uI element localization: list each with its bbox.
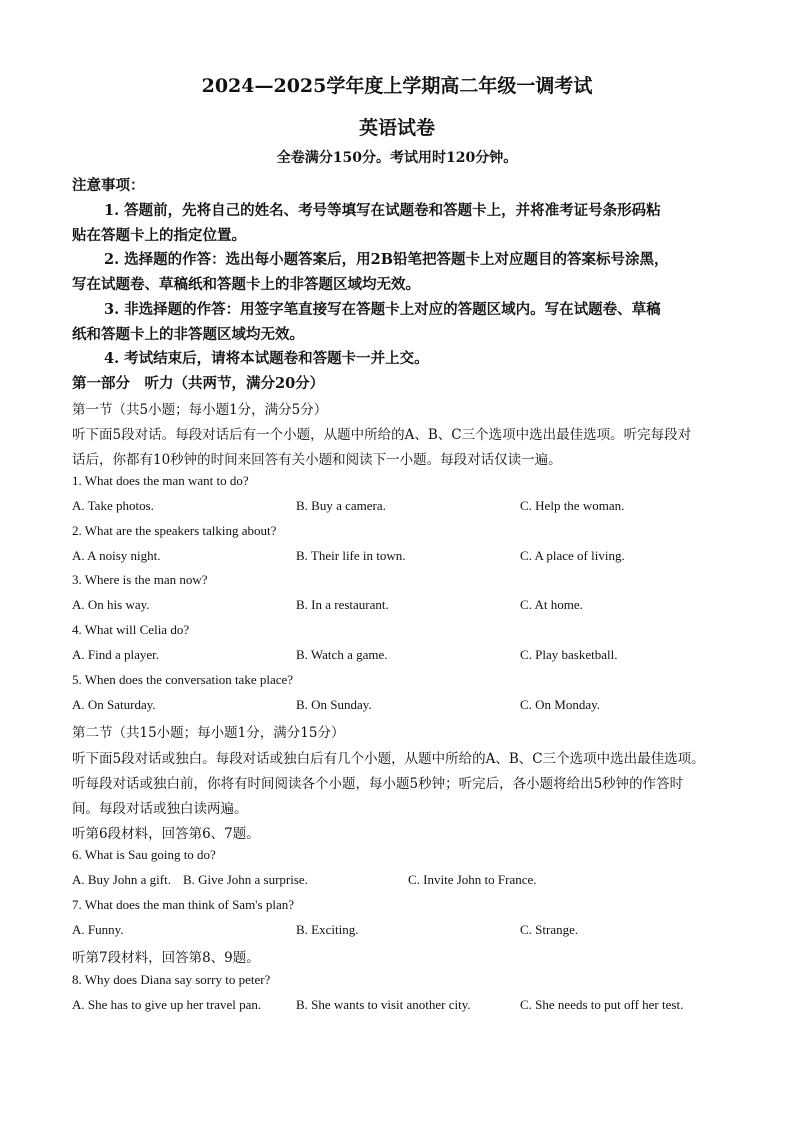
question-4: 4. What will Celia do? bbox=[72, 622, 190, 637]
q4-option-a: A. Find a player. bbox=[72, 647, 160, 662]
question-8: 8. Why does Diana say sorry to peter? bbox=[72, 972, 271, 987]
q3-option-a: A. On his way. bbox=[72, 597, 150, 612]
q4-option-c: C. Play basketball. bbox=[520, 647, 618, 662]
score-info: 全卷满分150分。考试用时120分钟。 bbox=[276, 150, 518, 166]
note-1-line-1: 1. 答题前，先将自己的姓名、考号等填写在试题卷和答题卡上，并将准考证号条形码粘 bbox=[104, 202, 661, 219]
q5-option-b: B. On Sunday. bbox=[296, 697, 372, 712]
section2-instruction-2: 听每段对话或独白前，你将有时间阅读各个小题，每小题5秒钟；听完后，各小题将给出5秒钟的作答时 bbox=[72, 776, 684, 792]
q1-option-c: C. Help the woman. bbox=[520, 498, 625, 513]
part1-heading: 第一部分 听力（共两节，满分20分） bbox=[72, 375, 325, 392]
q7-option-a: A. Funny. bbox=[72, 922, 124, 937]
note-2-line-2: 写在试题卷、草稿纸和答题卡上的非答题区域均无效。 bbox=[72, 276, 420, 293]
q3-option-b: B. In a restaurant. bbox=[296, 597, 389, 612]
note-1-line-2: 贴在答题卡上的指定位置。 bbox=[72, 227, 246, 244]
q3-option-c: C. At home. bbox=[520, 597, 583, 612]
exam-title: 2024—2025学年度上学期高二年级一调考试 bbox=[201, 75, 593, 97]
q8-option-b: B. She wants to visit another city. bbox=[296, 997, 471, 1012]
material-6-instruction: 听第6段材料，回答第6、7题。 bbox=[72, 826, 260, 842]
question-1: 1. What does the man want to do? bbox=[72, 473, 249, 488]
note-4: 4. 考试结束后，请将本试题卷和答题卡一并上交。 bbox=[104, 350, 429, 367]
q6-option-b: B. Give John a surprise. bbox=[183, 872, 308, 887]
section1-instruction-2: 话后，你都有10秒钟的时间来回答有关小题和阅读下一小题。每段对话仅读一遍。 bbox=[72, 452, 562, 468]
notes-heading: 注意事项： bbox=[72, 177, 145, 194]
question-3: 3. Where is the man now? bbox=[72, 572, 208, 587]
q2-option-a: A. A noisy night. bbox=[72, 548, 161, 563]
q1-option-b: B. Buy a camera. bbox=[296, 498, 386, 513]
section2-instruction-1: 听下面5段对话或独白。每段对话或独白后有几个小题，从题中所给的A、B、C三个选项中选出最佳选项。 bbox=[72, 751, 705, 767]
q5-option-a: A. On Saturday. bbox=[72, 697, 156, 712]
section1-instruction-1: 听下面5段对话。每段对话后有一个小题，从题中所给的A、B、C三个选项中选出最佳选项。听完每段对 bbox=[72, 427, 692, 443]
q8-option-a: A. She has to give up her travel pan. bbox=[72, 997, 262, 1012]
q2-option-c: C. A place of living. bbox=[520, 548, 625, 563]
question-7: 7. What does the man think of Sam's plan? bbox=[72, 897, 294, 912]
exam-subject: 英语试卷 bbox=[358, 117, 435, 139]
note-3-line-2: 纸和答题卡上的非答题区域均无效。 bbox=[72, 326, 304, 343]
question-2: 2. What are the speakers talking about? bbox=[72, 523, 277, 538]
q4-option-b: B. Watch a game. bbox=[296, 647, 388, 662]
q1-option-a: A. Take photos. bbox=[72, 498, 154, 513]
question-6: 6. What is Sau going to do? bbox=[72, 847, 216, 862]
section1-heading: 第一节（共5小题；每小题1分，满分5分） bbox=[72, 402, 328, 418]
section2-instruction-3: 间。每段对话或独白读两遍。 bbox=[72, 801, 248, 817]
question-5: 5. When does the conversation take place? bbox=[72, 672, 294, 687]
q5-option-c: C. On Monday. bbox=[520, 697, 601, 712]
q6-option-c: C. Invite John to France. bbox=[408, 872, 537, 887]
note-2-line-1: 2. 选择题的作答：选出每小题答案后，用2B铅笔把答题卡上对应题目的答案标号涂黑， bbox=[104, 251, 669, 268]
q7-option-c: C. Strange. bbox=[520, 922, 579, 937]
q8-option-c: C. She needs to put off her test. bbox=[520, 997, 684, 1012]
q6-option-a: A. Buy John a gift. bbox=[72, 872, 171, 887]
material-7-instruction: 听第7段材料，回答第8、9题。 bbox=[72, 950, 260, 966]
section2-heading: 第二节（共15小题；每小题1分，满分15分） bbox=[72, 725, 345, 741]
note-3-line-1: 3. 非选择题的作答：用签字笔直接写在答题卡上对应的答题区域内。写在试题卷、草稿 bbox=[104, 301, 661, 318]
q2-option-b: B. Their life in town. bbox=[296, 548, 406, 563]
q7-option-b: B. Exciting. bbox=[296, 922, 359, 937]
